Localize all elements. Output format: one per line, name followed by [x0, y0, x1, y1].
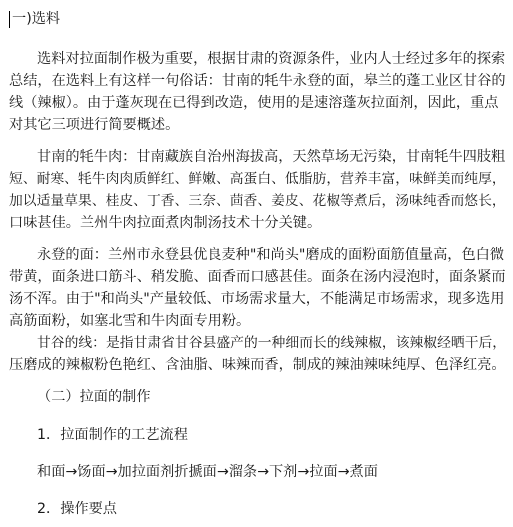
text-cursor: [9, 11, 10, 28]
paragraph-2-line-3: 加以适量草果、桂皮、丁香、三奈、茴香、姜皮、花椒等煮后，汤味纯香而悠长，: [9, 193, 506, 209]
paragraph-2-line-4: 口味甚佳。兰州牛肉拉面煮肉制汤技术十分关键。: [9, 215, 322, 231]
paragraph-2-line-1: 甘南的牦牛肉：甘南藏族自治州海拔高，天然草场无污染，甘南牦牛四肢粗: [37, 149, 506, 165]
paragraph-1-line-1: 选料对拉面制作极为重要，根据甘肃的资源条件，业内人士经过多年的探索: [37, 51, 506, 67]
paragraph-4-line-1: 甘谷的线：是指甘肃省甘谷县盛产的一种细而长的线辣椒，该辣椒经晒干后，: [37, 335, 507, 351]
section-heading: 一)选料: [12, 11, 61, 27]
paragraph-4-line-2: 压磨成的辣椒粉色艳红、含油脂、味辣而香，制成的辣油辣味纯厚、色泽红亮。: [9, 357, 506, 373]
section-2-heading: （二）拉面的制作: [37, 389, 151, 405]
paragraph-1-line-3: 线（辣椒）。由于蓬灰现在已得到改造，使用的是速溶蓬灰拉面剂，因此，重点: [9, 95, 499, 111]
paragraph-2-line-2: 短、耐寒、牦牛肉肉质鲜红、鲜嫩、高蛋白、低脂肪，营养丰富，味鲜美而纯厚，: [9, 171, 506, 187]
paragraph-3-line-3: 汤不浑。由于"和尚头"产量较低、市场需求量大，不能满足市场需求，现多选用: [9, 291, 505, 307]
paragraph-3-line-4: 高筋面粉，如塞北雪和牛肉面专用粉。: [9, 313, 251, 329]
paragraph-1-line-4: 对其它三项进行简要概述。: [9, 117, 180, 133]
paragraph-3-line-1: 永登的面：兰州市永登县优良麦种"和尚头"磨成的面粉面筋值量高，色白微: [37, 247, 505, 263]
paragraph-1-line-2: 总结，在选料上有这样一句俗话：甘南的牦牛永登的面，皋兰的蓬工业区甘谷的: [9, 73, 506, 89]
item-1-heading: 1．拉面制作的工艺流程: [37, 427, 188, 443]
paragraph-3-line-2: 带黄，面条进口筋斗、稍发脆、面香而口感甚佳。面条在汤内浸泡时，面条紧而: [9, 269, 506, 285]
item-2-heading: 2．操作要点: [37, 501, 117, 517]
process-flow: 和面→饧面→加拉面剂折搋面→溜条→下剂→拉面→煮面: [37, 464, 378, 480]
